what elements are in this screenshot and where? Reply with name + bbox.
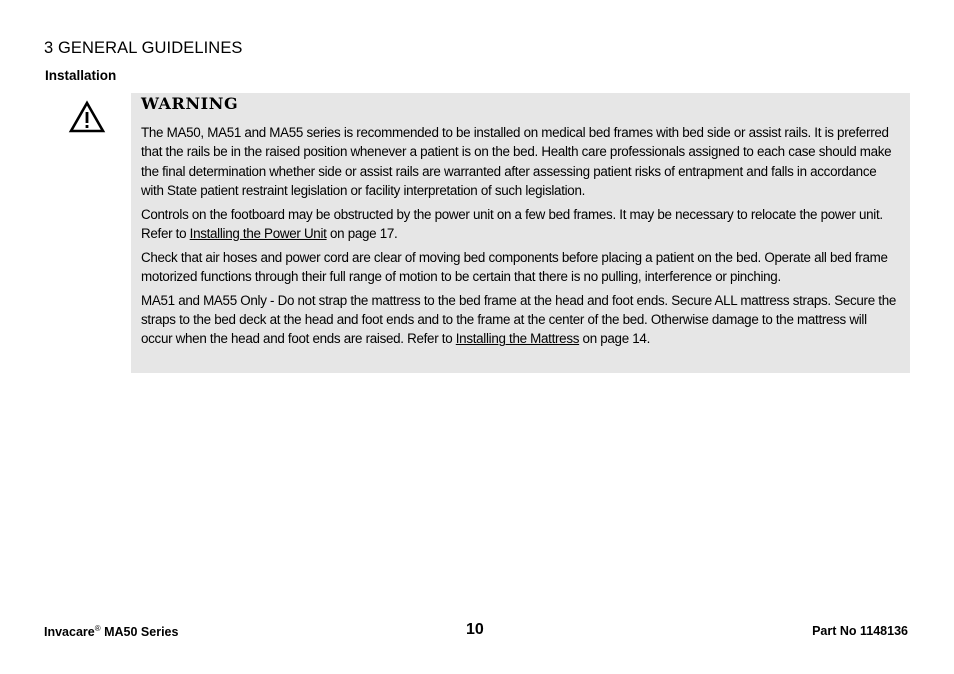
link-installing-power-unit[interactable]: Installing the Power Unit: [189, 225, 327, 241]
footer-product-name: MA50 Series: [100, 625, 179, 639]
subheading-installation: Installation: [45, 68, 117, 83]
part-number: Part No 1148136: [812, 624, 908, 638]
paragraph-text: on page 17.: [326, 225, 398, 241]
warning-box: [131, 93, 910, 373]
warning-paragraph-footboard: [141, 205, 898, 244]
warning-paragraph-side-rails: The MA50, MA51 and MA55 series is recommended to be installed on medical bed frames with bed side or assist rails. It is preferred that the rails be in the raised position whenever a patient is on the bed. Health care professionals assigned to each case should make the final determination whether side or assist rails are warranted after assessing patient risks of entrapment and falls in accordance with State patient restraint legislation or facility interpretation of such legislation.: [141, 125, 892, 198]
warning-paragraph-straps: [141, 291, 898, 349]
paragraph-text: on page 14.: [579, 331, 650, 347]
warning-paragraph-air-hoses: Check that air hoses and power cord are clear of moving bed components before placing a patient on the bed. Operate all bed frame motorized functions through their full range of motion to be certain that there is no pulling, interference or pinching.: [141, 249, 888, 285]
footer-brand: Invacare: [44, 625, 95, 639]
warning-title: WARNING: [141, 94, 239, 113]
page-number: 10: [466, 621, 484, 638]
warning-triangle-icon: [68, 100, 106, 134]
paragraph-text: MA51 and MA55 Only - Do not strap the mattress to the bed frame at the head and foot ends. Secure ALL mattress straps. Secure the straps to the bed deck at the head and foot ends and to the frame at the center of the bed. Otherwise damage to the mattress will occur when the head and foot ends are raised. Refer to: [141, 292, 897, 347]
footer-product: [44, 624, 178, 639]
section-title: 3 GENERAL GUIDELINES: [44, 39, 243, 57]
registered-mark: ®: [94, 624, 101, 633]
paragraph-text: Controls on the footboard may be obstructed by the power unit on a few bed frames. It may be necessary to relocate the power unit. Refer to: [141, 206, 883, 241]
link-installing-mattress[interactable]: Installing the Mattress: [455, 331, 580, 347]
